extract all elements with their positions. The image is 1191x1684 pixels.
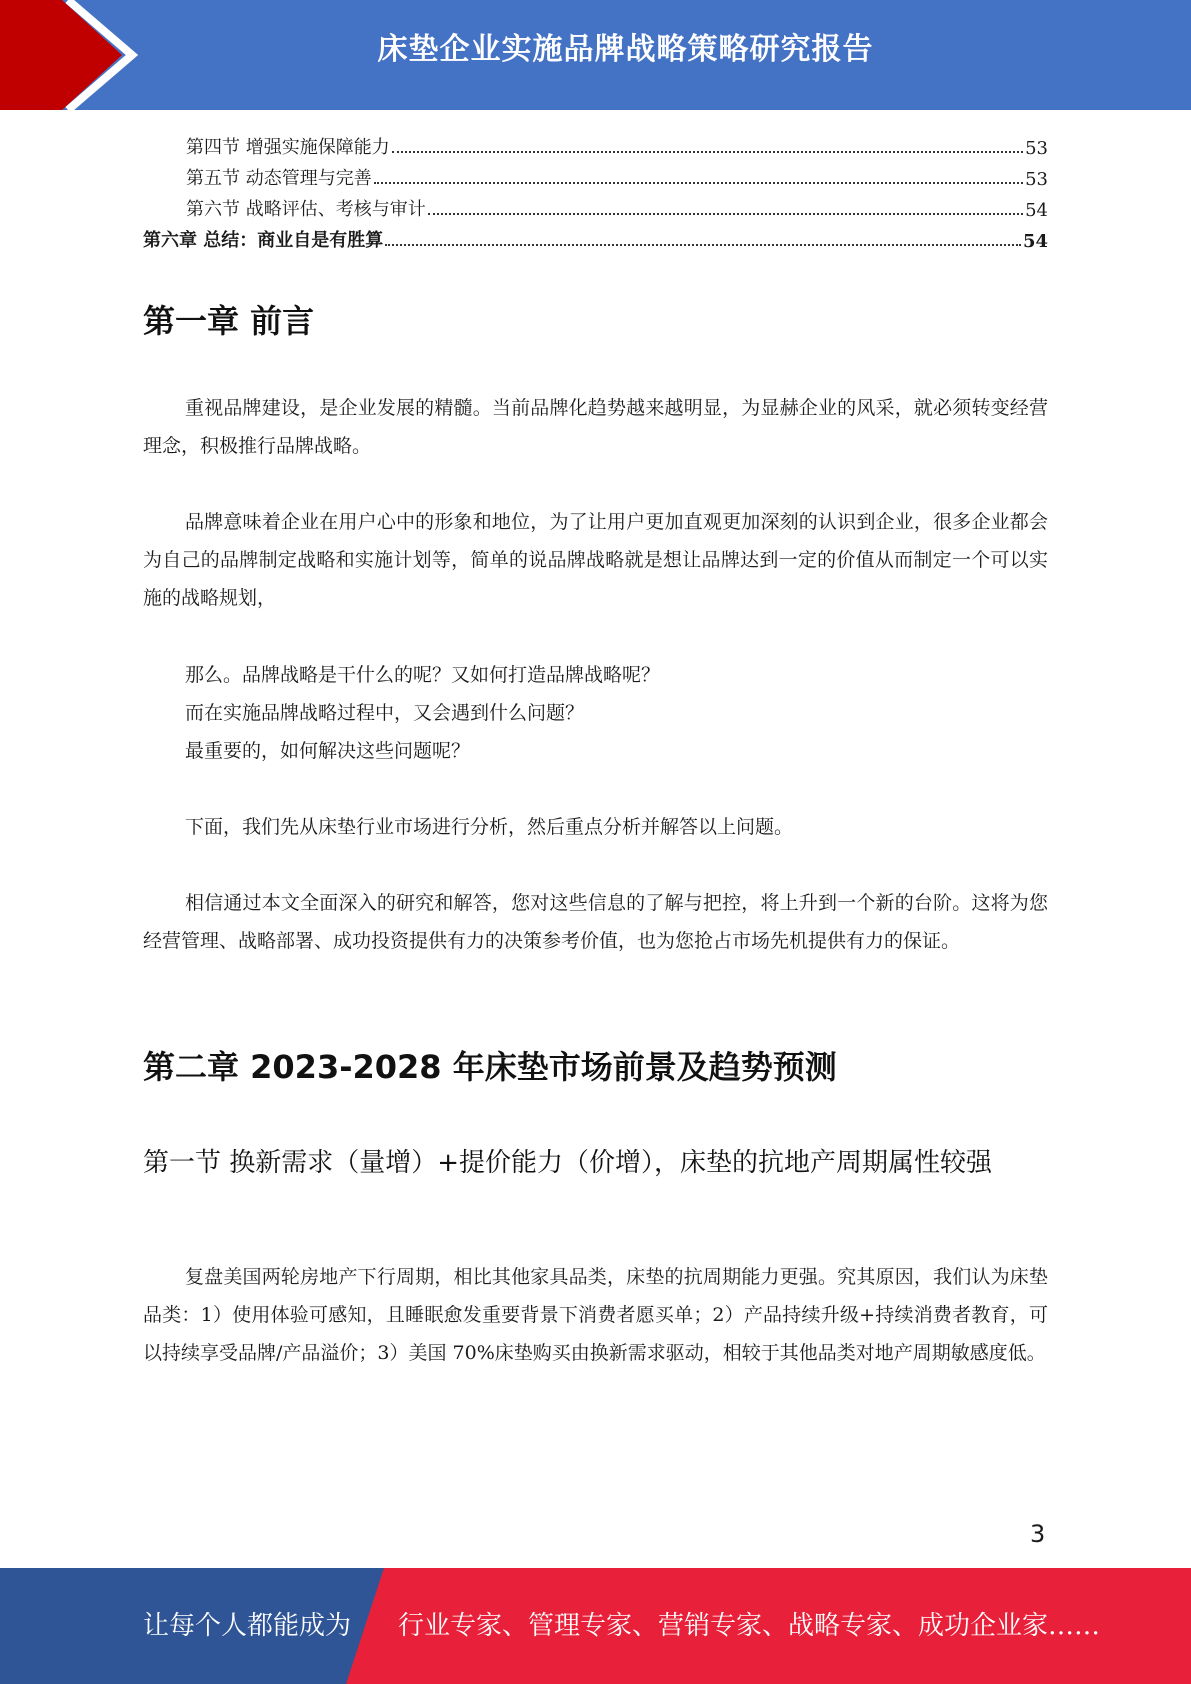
chapter-2-heading: 第二章 2023-2028 年床垫市场前景及趋势预测	[143, 1048, 837, 1086]
toc-entry-title: 第五节 动态管理与完善	[186, 168, 372, 189]
table-of-contents	[143, 128, 1048, 252]
section-1-heading: 第一节 换新需求（量增）+提价能力（价增），床垫的抗地产周期属性较强	[143, 1148, 993, 1178]
header-title: 床垫企业实施品牌战略策略研究报告	[377, 32, 874, 67]
toc-entry-title: 第四节 增强实施保障能力	[186, 137, 390, 158]
toc-entry-page: 54	[1022, 231, 1048, 252]
footer-slogan-right: 行业专家、管理专家、营销专家、战略专家、成功企业家……	[398, 1611, 1101, 1641]
question-line: 最重要的，如何解决这些问题呢？	[185, 740, 471, 762]
toc-entry-title: 第六章 总结：商业自是有胜算	[143, 230, 384, 251]
toc-entry[interactable]	[143, 190, 1048, 221]
chapter-1-heading: 第一章 前言	[143, 302, 315, 340]
page-number: 3	[1030, 1520, 1046, 1548]
toc-entry[interactable]	[143, 128, 1048, 159]
paragraph: 下面，我们先从床垫行业市场进行分析，然后重点分析并解答以上问题。	[185, 816, 794, 838]
page-header	[0, 0, 1191, 110]
question-line: 那么。品牌战略是干什么的呢？又如何打造品牌战略呢？	[185, 664, 661, 686]
footer-slogan-left: 让每个人都能成为	[143, 1611, 352, 1641]
toc-entry-page: 53	[1025, 169, 1048, 190]
toc-leader-dots	[428, 213, 1023, 215]
toc-entry-title: 第六节 战略评估、考核与审计	[186, 199, 426, 220]
toc-leader-dots	[374, 182, 1023, 184]
paragraph: 重视品牌建设，是企业发展的精髓。当前品牌化趋势越来越明显，为显赫企业的风采，就必须转变经营理念，积极推行品牌战略。	[143, 397, 1048, 457]
toc-entry[interactable]	[143, 159, 1048, 190]
toc-entry-page: 53	[1025, 138, 1048, 159]
toc-leader-dots	[392, 151, 1023, 153]
paragraph: 相信通过本文全面深入的研究和解答，您对这些信息的了解与把控，将上升到一个新的台阶。这将为您经营管理、战略部署、成功投资提供有力的决策参考价值，也为您抢占市场先机提供有力的保证。	[143, 892, 1048, 952]
toc-entry-page: 54	[1025, 200, 1048, 221]
toc-entry-chapter[interactable]	[143, 221, 1048, 252]
toc-leader-dots	[385, 244, 1021, 246]
paragraph: 复盘美国两轮房地产下行周期，相比其他家具品类，床垫的抗周期能力更强。究其原因，我们认为床垫品类：1）使用体验可感知，且睡眠愈发重要背景下消费者愿买单；2）产品持续升级+持续消费者教育，可以持续享受品牌/产品溢价；3）美国 70%床垫购买由换新需求驱动，相较于其他品类对地产周期敏感度低。	[143, 1266, 1048, 1364]
page-footer	[0, 1568, 1191, 1684]
question-line: 而在实施品牌战略过程中，又会遇到什么问题？	[185, 702, 585, 724]
paragraph: 品牌意味着企业在用户心中的形象和地位，为了让用户更加直观更加深刻的认识到企业，很多企业都会为自己的品牌制定战略和实施计划等，简单的说品牌战略就是想让品牌达到一定的价值从而制定一个可以实施的战略规划，	[143, 511, 1048, 609]
